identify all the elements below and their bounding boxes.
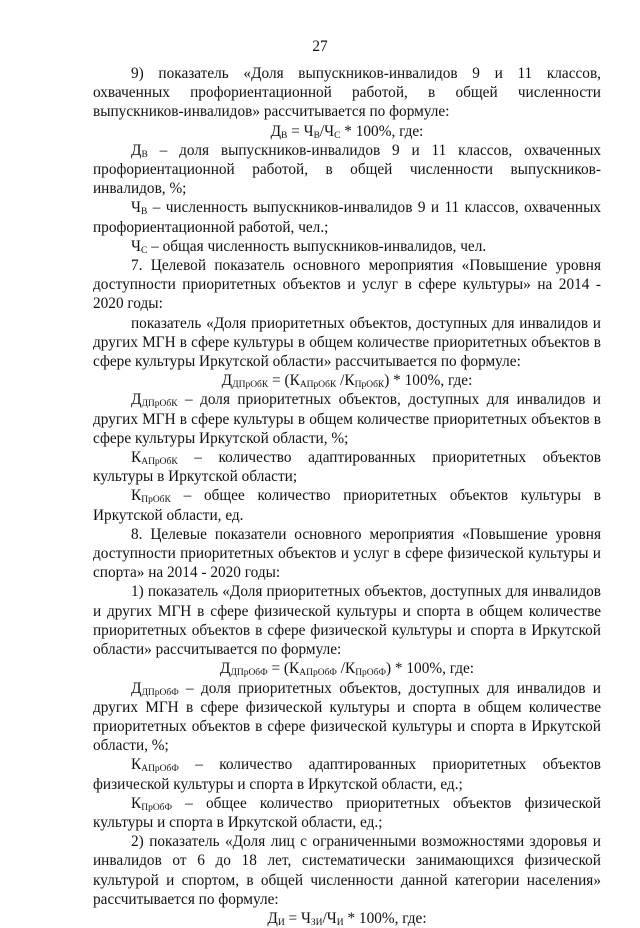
text-run: Д	[270, 122, 281, 140]
paragraph	[93, 448, 601, 486]
subscript: ДПрОбК	[141, 399, 178, 410]
text-run: – общее количество приоритетных объектов физической культуры и спорта в Иркутской области, ед.;	[93, 794, 601, 831]
text-run: Д	[131, 141, 142, 159]
subscript: В	[140, 207, 148, 218]
paragraph	[93, 141, 601, 199]
text-run: – численность выпускников-инвалидов 9 и 11 классов, охваченных профориентационной работой, чел.;	[93, 199, 601, 236]
text-run: = Ч	[284, 909, 311, 927]
text-run: /Ч	[319, 122, 335, 140]
paragraph	[93, 794, 601, 832]
subscript: ДПрОбФ	[141, 687, 179, 698]
text-run: = Ч	[287, 122, 314, 140]
paragraph	[93, 390, 601, 448]
text-run: Ч	[131, 237, 141, 255]
paragraph: показатель «Доля приоритетных объектов, доступных для инвалидов и других МГН в сфере культуры в общем количестве приоритетных объектов в сфере культуры Иркутской области» рассчитывается по формуле:	[93, 314, 601, 371]
page-number: 27	[312, 38, 328, 55]
formula	[93, 371, 601, 390]
text-run: * 100%, где:	[340, 122, 424, 140]
subscript: АПрОбФ	[141, 764, 179, 775]
subscript: ПрОбК	[354, 380, 385, 391]
paragraph	[93, 755, 601, 793]
paragraph	[93, 486, 601, 524]
paragraph: 9) показатель «Доля выпускников-инвалидов 9 и 11 классов, охваченных профориентационной работой, в общей численности выпускников-инвалидов» рассчитывается по формуле:	[93, 65, 601, 121]
text-run: /К	[336, 372, 355, 390]
text-run: К	[131, 449, 142, 467]
paragraph: 8. Целевые показатели основного мероприятия «Повышение уровня доступности приоритетных объектов и услуг в сфере физической культуры и спорта» на 2014 - 2020 годы:	[93, 525, 601, 582]
text-run: К	[131, 794, 142, 812]
text-run: Ч	[131, 199, 141, 217]
formula	[93, 122, 601, 141]
paragraph	[93, 237, 601, 256]
text-run: /Ч	[322, 909, 337, 927]
text-run: ) * 100%, где:	[384, 372, 473, 390]
paragraph: 7. Целевой показатель основного мероприятия «Повышение уровня доступности приоритетных объектов и услуг в сфере культуры» на 2014 - 2020 годы:	[93, 257, 601, 313]
text-run: /К	[336, 660, 356, 678]
paragraph	[93, 198, 601, 236]
subscript: В	[141, 149, 148, 160]
subscript: ПрОбК	[141, 495, 171, 506]
text-run: К	[131, 756, 142, 774]
text-run: Д	[221, 372, 233, 390]
subscript: АПрОбФ	[299, 668, 337, 679]
text-run: – общая численность выпускников-инвалидов, чел.	[147, 237, 487, 255]
text-run: – общее количество приоритетных объектов культуры в Иркутской области, ед.	[93, 487, 601, 524]
subscript: ПрОбФ	[141, 802, 173, 813]
subscript: АПрОбК	[141, 457, 178, 468]
subscript: С	[334, 130, 341, 141]
subscript: И	[277, 917, 285, 928]
subscript: В	[313, 130, 320, 141]
subscript: АПрОбК	[299, 380, 337, 391]
text-run: – доля приоритетных объектов, доступных для инвалидов и других МГН в сфере физической культуры и спорта в общем количестве приоритетных объектов в сфере физической культуры и спорта в Иркутской области, %;	[93, 679, 601, 755]
subscript: ДПрОбК	[232, 380, 269, 391]
text-run: – количество адаптированных приоритетных объектов физической культуры и спорта в Иркутской области, ед.;	[93, 756, 601, 793]
text-run: * 100%, где:	[343, 909, 427, 927]
paragraph: 1) показатель «Доля приоритетных объектов, доступных для инвалидов и других МГН в сфере физической культуры и спорта в общем количестве приоритетных объектов в сфере физической культуры и спорта в Иркутской области» рассчитывается по формуле:	[93, 583, 601, 659]
text-run: Д	[131, 679, 142, 697]
formula	[93, 659, 601, 678]
subscript: И	[336, 917, 344, 928]
text-run: Д	[131, 391, 142, 409]
paragraph: 2) показатель «Доля лиц с ограниченными возможностями здоровья и инвалидов от 6 до 18 лет, систематически занимающихся физической культурой и спортом, в общей численности данной категории населения» рассчитывается по формуле:	[93, 833, 601, 908]
text-run: = (К	[267, 660, 300, 678]
subscript: С	[140, 245, 148, 256]
subscript: ДПрОбФ	[230, 668, 268, 679]
text-run: = (К	[268, 372, 300, 390]
subscript: ЗИ	[310, 917, 323, 928]
text-run: Д	[267, 909, 278, 927]
document-body	[93, 64, 601, 928]
text-run: К	[131, 487, 142, 505]
text-run: – доля выпускников-инвалидов 9 и 11 классов, охваченных профориентационной работой, в общей численности выпускников-инвалидов, %;	[93, 141, 601, 198]
formula	[93, 909, 601, 928]
paragraph	[93, 679, 601, 756]
text-run: – количество адаптированных приоритетных объектов культуры в Иркутской области;	[93, 449, 601, 486]
subscript: В	[281, 130, 288, 141]
subscript: ПрОбФ	[355, 668, 386, 679]
text-run: ) * 100%, где:	[386, 660, 475, 678]
text-run: Д	[219, 660, 231, 678]
text-run: – доля приоритетных объектов, доступных для инвалидов и других МГН в сфере культуры в общем количестве приоритетных объектов в сфере культуры Иркутской области, %;	[93, 391, 601, 447]
